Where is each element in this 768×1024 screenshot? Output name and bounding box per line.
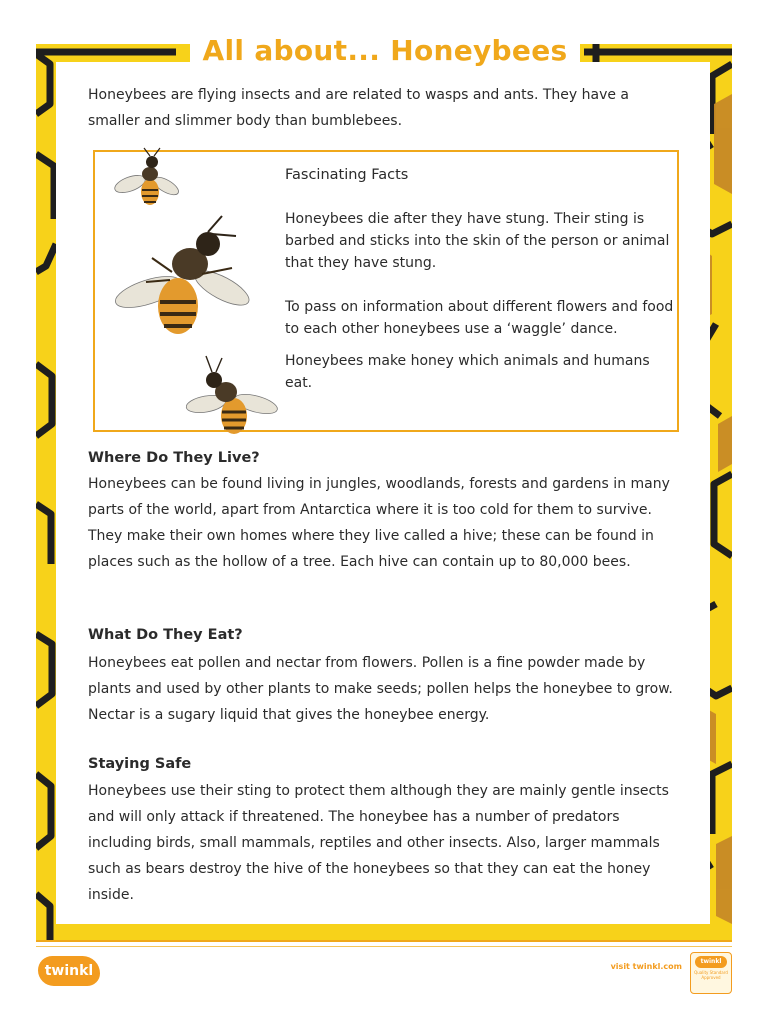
section-heading: What Do They Eat? xyxy=(88,627,243,643)
fact-item: Honeybees make honey which animals and humans eat. xyxy=(285,353,650,391)
section-body: Honeybees can be found living in jungles, woodlands, forests and gardens in many parts of the world, apart from Antarctica where it is too cold for them to survive. They make their own homes where they live called a hive; these can be found in places such as the hollow of a tree. Each hive can contain up to 80,000 bees. xyxy=(88,476,670,570)
section-heading: Staying Safe xyxy=(88,756,192,772)
bee-illustration xyxy=(112,146,182,216)
section-body: Honeybees use their sting to protect them although they are mainly gentle insects and will only attack if threatened. The honeybee has a number of predators including birds, small mammals, reptiles and other insects. Also, larger mammals such as bears destroy the hive of the honeybees so that they can eat the honey inside. xyxy=(88,783,669,903)
section-body: Honeybees eat pollen and nectar from flowers. Pollen is a fine powder made by plants and used by other plants to make seeds; pollen helps the honeybee to grow. Nectar is a sugary liquid that gives the honeybee energy. xyxy=(88,655,673,723)
badge-text: Quality Standard Approved xyxy=(694,970,728,980)
fact-item: To pass on information about different flowers and food to each other honeybees use a ‘waggle’ dance. xyxy=(285,299,674,337)
visit-link[interactable]: visit twinkl.com xyxy=(610,962,682,971)
section-heading: Where Do They Live? xyxy=(88,450,260,466)
facts-heading: Fascinating Facts xyxy=(285,167,409,183)
badge-title: twinkl xyxy=(695,956,727,968)
twinkl-logo[interactable]: twinkl xyxy=(38,956,100,986)
quality-badge xyxy=(690,952,732,994)
bee-illustration xyxy=(112,208,262,348)
title-box xyxy=(190,26,580,76)
footer-divider xyxy=(36,946,732,947)
bee-illustration xyxy=(178,352,278,448)
intro-paragraph: Honeybees are flying insects and are related to wasps and ants. They have a smaller and slimmer body than bumblebees. xyxy=(88,87,630,129)
fact-item: Honeybees die after they have stung. Their sting is barbed and sticks into the skin of the person or animal that they have stung. xyxy=(285,211,670,271)
footer-divider xyxy=(36,940,732,942)
page-title: All about... Honeybees xyxy=(202,34,568,67)
